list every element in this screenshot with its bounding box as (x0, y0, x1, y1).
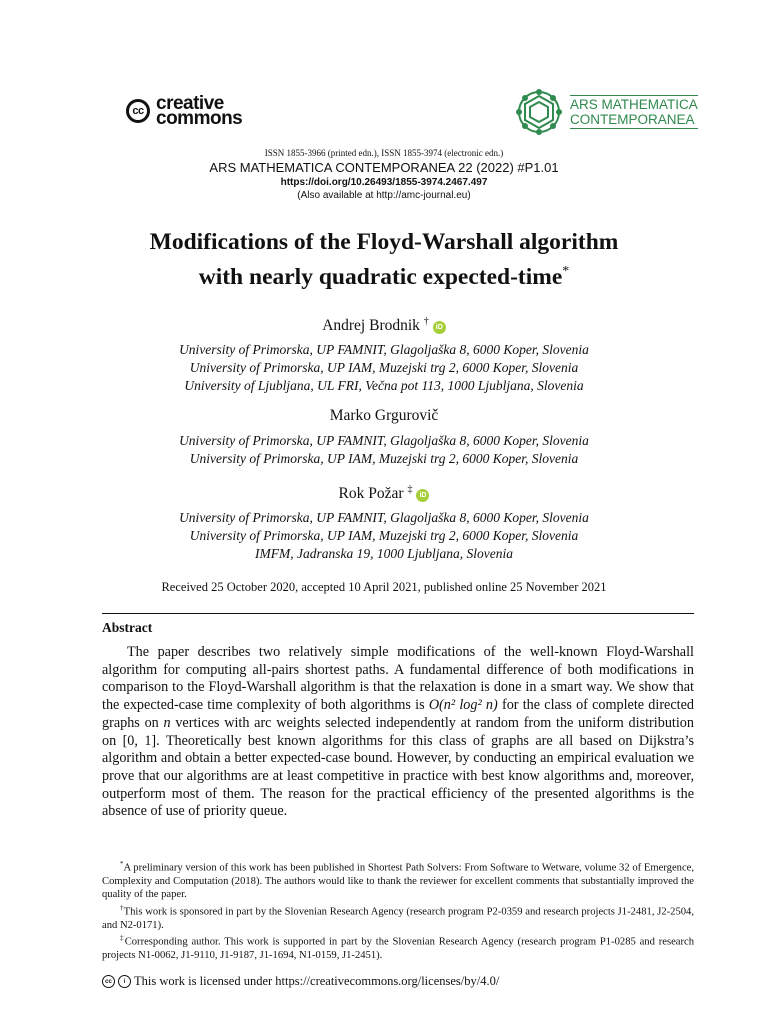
affiliation-line: University of Primorska, UP FAMNIT, Glagoljaška 8, 6000 Koper, Slovenia (179, 510, 589, 525)
footnote-mark: * (120, 860, 124, 868)
attribution-icon: i (118, 975, 131, 988)
footnote (102, 858, 694, 902)
paper-title (60, 228, 708, 292)
orcid-icon[interactable]: iD (433, 321, 446, 334)
author-name-text: Marko Grgurovič (329, 407, 439, 424)
abstract-text: vertices with arc weights selected independently at random from the uniform distribution on (102, 714, 694, 749)
abstract-text: . Theoretically best known algorithms for this class of graphs are all based on Dijkstra’s algorithm and obtain a better expected-case bound. However, by conducting an empirical evaluation we prove that our algorithms are at least competitive in practice with best know algorithms and, moreover, outperform most of them. The reason for the practical efficiency of the presented algorithms is the absence of use of priority queue. (102, 732, 695, 820)
paper-title-line2 (60, 257, 708, 292)
author-footnote-mark: ‡ (407, 484, 413, 495)
affiliation-line: University of Primorska, UP FAMNIT, Glagoljaška 8, 6000 Koper, Slovenia (179, 342, 589, 357)
abstract-text: for the class of complete directed graphs on (102, 697, 694, 731)
author-name-text: Rok Požar (338, 485, 404, 503)
amc-emblem-icon (514, 87, 564, 137)
paper-title-line1: Modifications of the Floyd-Warshall algorithm (149, 229, 619, 255)
amc-wordmark-line2: CONTEMPORANEA (570, 112, 695, 127)
journal-citation: ARS MATHEMATICA CONTEMPORANEA 22 (2022) #P1.01 (209, 160, 559, 175)
cc-license-icon: cc (102, 975, 115, 988)
amc-wordmark-line1: ARS MATHEMATICA (570, 97, 698, 112)
affiliation-line: University of Primorska, UP IAM, Muzejski trg 2, 6000 Koper, Slovenia (189, 528, 579, 543)
affiliation-line: University of Ljubljana, UL FRI, Večna pot 113, 1000 Ljubljana, Slovenia (184, 378, 584, 393)
section-divider (102, 613, 694, 614)
cc-wordmark (156, 93, 243, 129)
paper-title-line2-text: with nearly quadratic expected-time (198, 263, 563, 290)
abstract-math: n (163, 714, 171, 731)
author-name (0, 484, 768, 503)
footnote-text: A preliminary version of this work has been published in Shortest Path Solvers: From Software to Wetware, volume 32 of Emergence, Complexity and Computation (2018). The authors would like to thank the reviewer for excellent comments that substantially improved the quality of the paper. (102, 862, 694, 901)
title-footnote-mark: * (562, 264, 570, 279)
footnote-text: Corresponding author. This work is supported in part by the Slovenian Research Agency (research program P1-0285 and research projects N1-0062, J1-9110, J1-9187, J1-1694, N1-0159, J1-2451). (102, 936, 695, 962)
author-name (0, 316, 768, 335)
cc-wordmark-line1: creative (156, 93, 224, 114)
received-dates: Received 25 October 2020, accepted 10 April 2021, published online 25 November 2021 (161, 580, 607, 594)
amc-journal-logo (514, 87, 698, 137)
footnote (102, 902, 694, 932)
footnote-mark: † (120, 903, 124, 912)
affiliation-line: IMFM, Jadranska 19, 1000 Ljubljana, Slovenia (255, 546, 513, 561)
footnotes (102, 858, 694, 962)
author-affiliations (0, 432, 768, 468)
author-affiliations (0, 341, 768, 395)
affiliation-line: University of Primorska, UP IAM, Muzejski trg 2, 6000 Koper, Slovenia (189, 451, 579, 466)
abstract-heading: Abstract (102, 620, 153, 635)
abstract-text: The paper describes two relatively simple modifications of the well-known Floyd-Warshall algorithm for computing all-pairs shortest paths. A fundamental difference of both modifications in comparison to the Floyd-Warshall algorithm is that the relaxation is done in a smart way. We show that the expected-case time complexity of both algorithms is (102, 644, 694, 714)
issn-line: ISSN 1855-3966 (printed edn.), ISSN 1855-3974 (electronic edn.) (264, 148, 504, 158)
footnote (102, 932, 694, 962)
abstract-math: [0, 1] (122, 732, 157, 749)
footnote-mark: ‡ (120, 934, 125, 943)
doi-link[interactable]: https://doi.org/10.26493/1855-3974.2467.497 (280, 177, 488, 188)
footnote-text: This work is sponsored in part by the Slovenian Research Agency (research program P2-0359 and research projects J1-2481, J2-2504, and N2-0171). (102, 906, 695, 931)
affiliation-line: University of Primorska, UP FAMNIT, Glagoljaška 8, 6000 Koper, Slovenia (179, 433, 589, 448)
author-affiliations (0, 509, 768, 563)
author-name (0, 407, 768, 425)
license-line (102, 974, 499, 989)
availability-note: (Also available at http://amc-journal.eu) (297, 190, 471, 201)
cc-wordmark-line2: commons (156, 108, 243, 129)
author-name-text: Andrej Brodnik (322, 317, 420, 335)
orcid-icon[interactable]: iD (416, 489, 429, 502)
abstract-body (102, 644, 694, 821)
license-text[interactable]: This work is licensed under https://creativecommons.org/licenses/by/4.0/ (134, 974, 500, 988)
abstract-math: O(n² log² n) (428, 697, 498, 714)
cc-circle-icon: cc (126, 99, 150, 123)
amc-wordmark (570, 95, 698, 129)
affiliation-line: University of Primorska, UP IAM, Muzejski trg 2, 6000 Koper, Slovenia (189, 360, 579, 375)
creative-commons-logo (126, 93, 243, 129)
author-footnote-mark: † (423, 316, 429, 327)
